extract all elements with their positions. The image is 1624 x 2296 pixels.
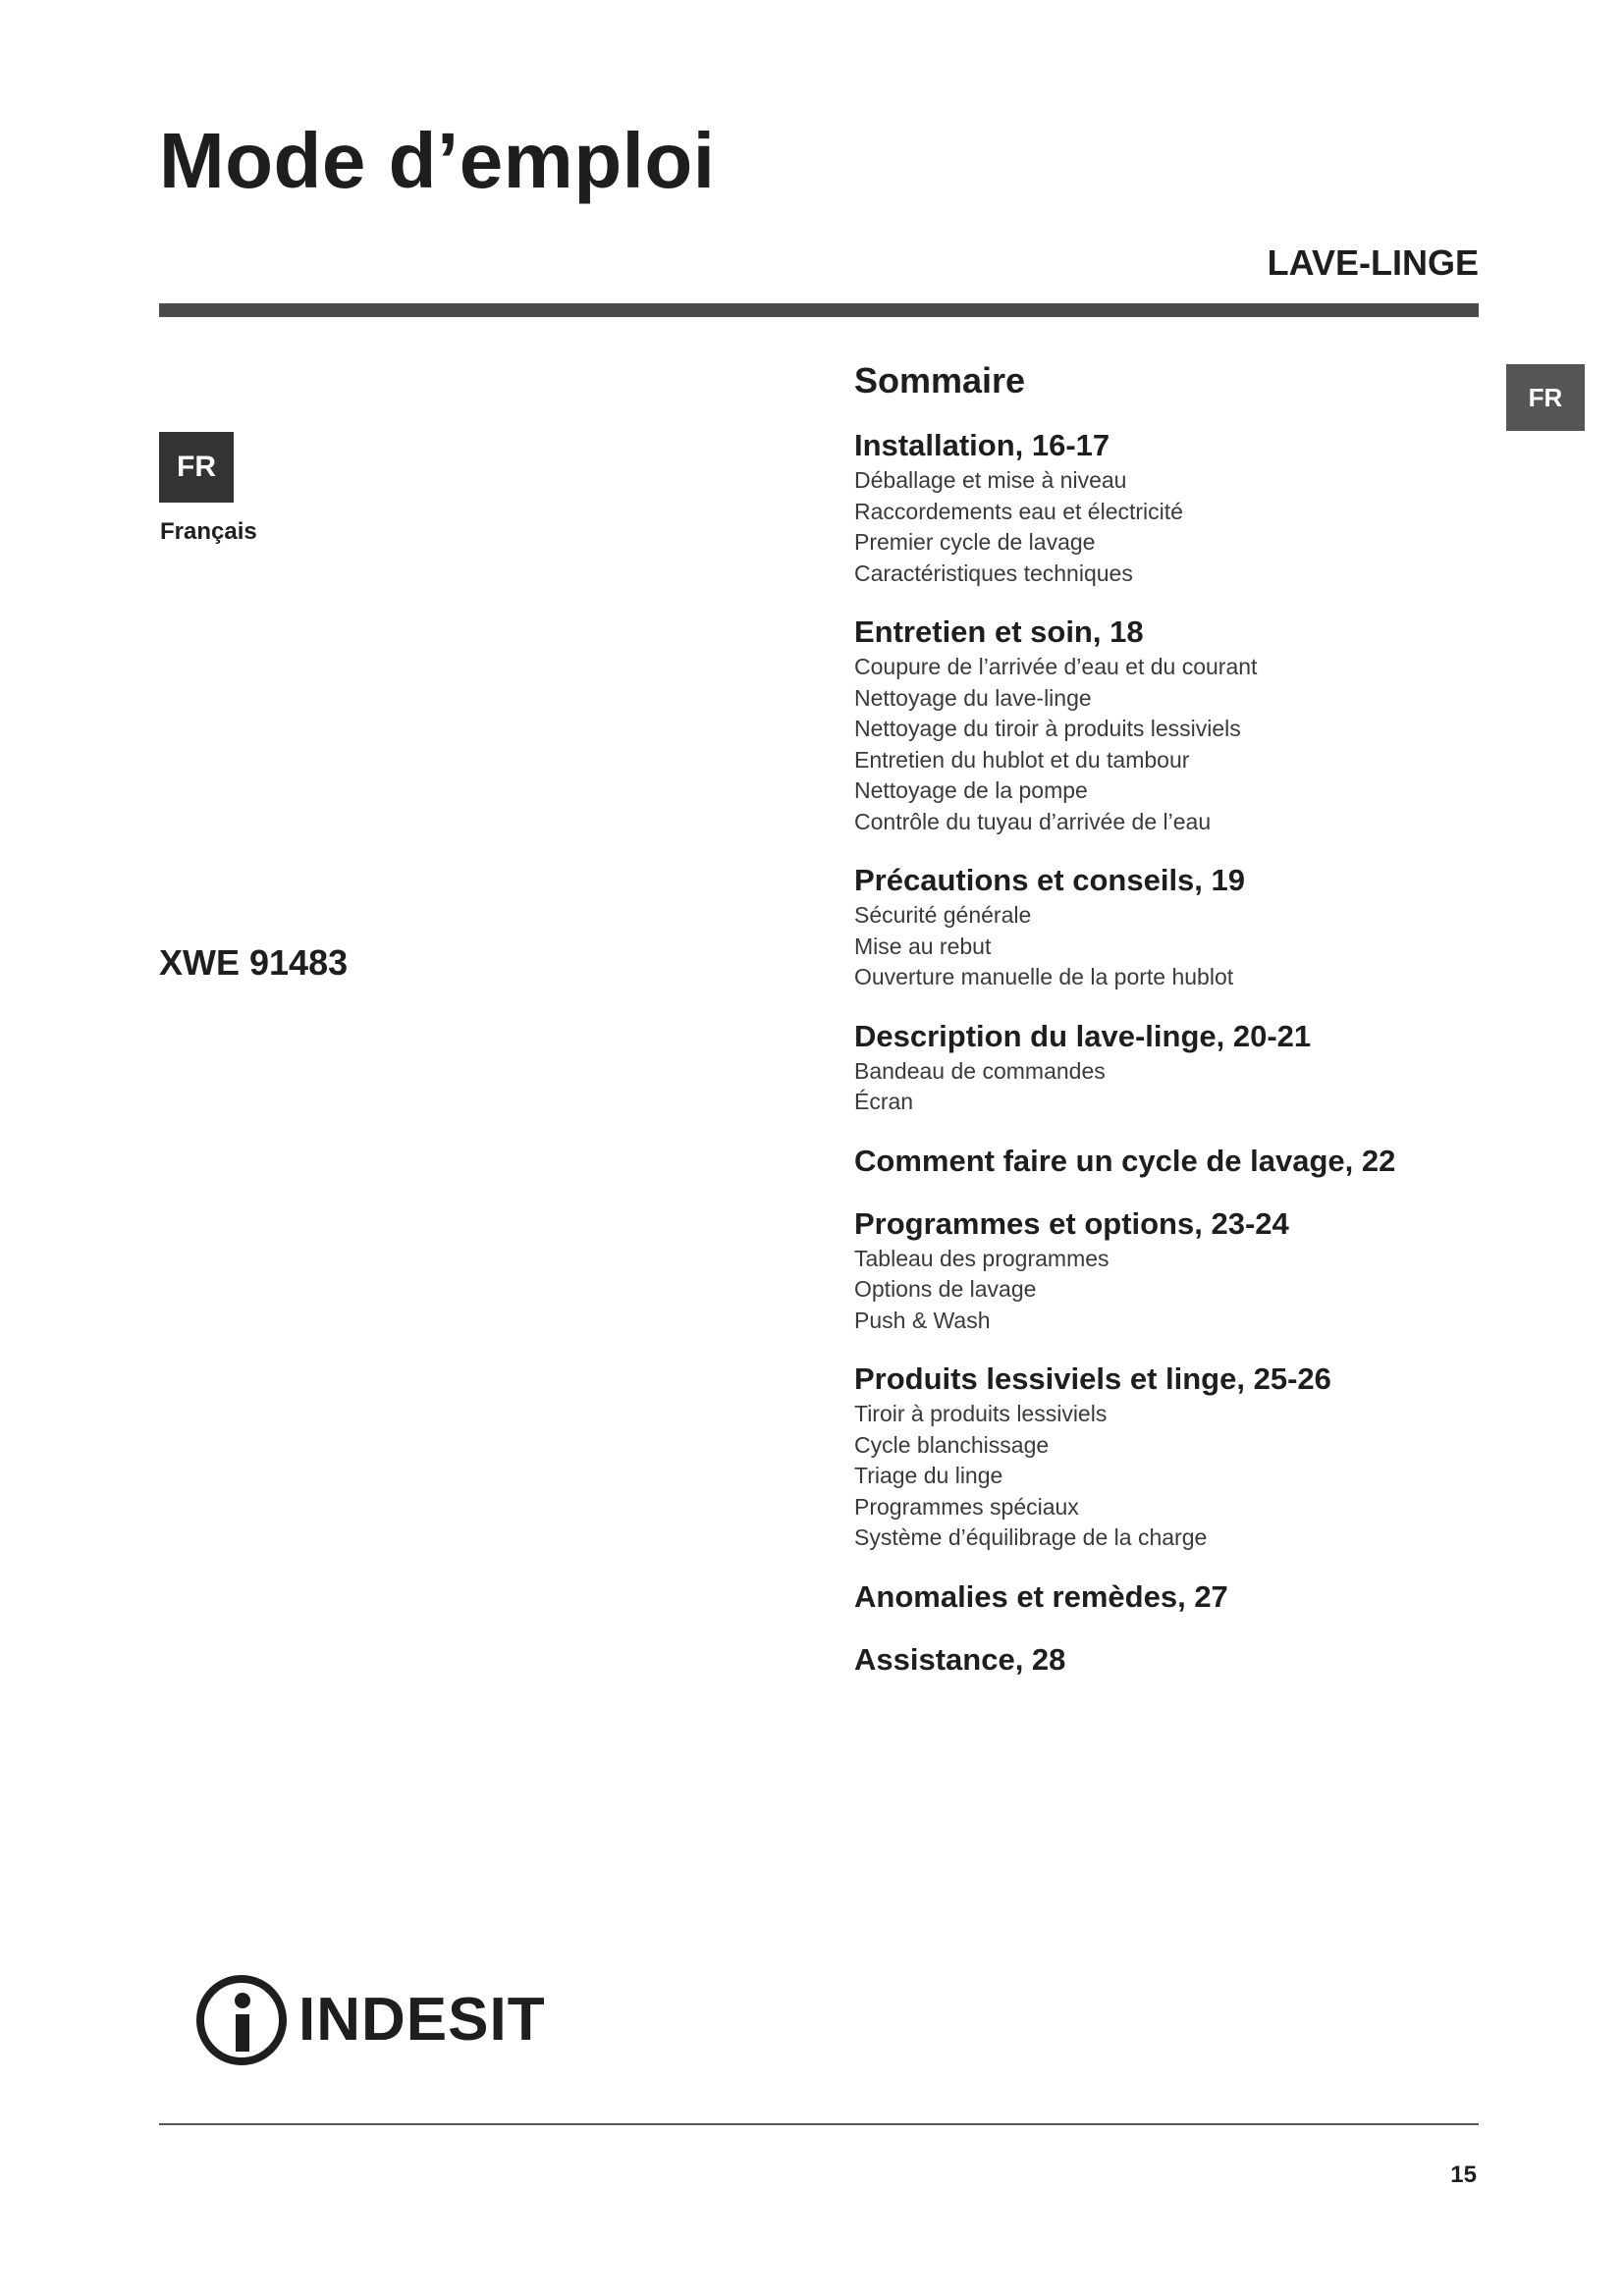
toc-section xyxy=(854,613,1483,837)
header-divider-bar xyxy=(159,303,1479,317)
toc-item: Déballage et mise à niveau xyxy=(854,467,1127,493)
toc-item: Cycle blanchissage xyxy=(854,1431,1050,1458)
toc-section xyxy=(854,861,1483,993)
toc-section xyxy=(854,426,1483,589)
toc-section xyxy=(854,1017,1483,1118)
toc-item: Ouverture manuelle de la porte hublot xyxy=(854,964,1234,989)
toc-item: Triage du linge xyxy=(854,1463,1003,1488)
toc-section-title: Assistance, 28 xyxy=(854,1641,1066,1677)
table-of-contents xyxy=(854,357,1483,1703)
toc-section-title: Description du lave-linge, 20-21 xyxy=(854,1018,1312,1053)
toc-item: Mise au rebut xyxy=(854,933,992,959)
toc-section xyxy=(854,1640,1483,1680)
toc-item: Programmes spéciaux xyxy=(854,1493,1079,1520)
toc-item: Nettoyage du lave-linge xyxy=(854,684,1092,711)
page-number: 15 xyxy=(1450,2162,1477,2188)
product-category: LAVE-LINGE xyxy=(1267,242,1479,283)
footer-divider xyxy=(159,2123,1479,2125)
toc-sections xyxy=(854,426,1483,1680)
toc-item: Coupure de l’arrivée d’eau et du courant xyxy=(854,654,1258,679)
toc-item: Système d’équilibrage de la charge xyxy=(854,1524,1208,1550)
toc-item: Entretien du hublot et du tambour xyxy=(854,746,1190,773)
language-label: Français xyxy=(160,518,257,545)
brand-name: INDESIT xyxy=(298,1986,546,2054)
toc-item: Nettoyage du tiroir à produits lessiviels xyxy=(854,716,1241,741)
toc-item: Tiroir à produits lessiviels xyxy=(854,1401,1108,1426)
toc-heading: Sommaire xyxy=(854,360,1026,400)
toc-item: Sécurité générale xyxy=(854,902,1032,928)
language-badge: FR xyxy=(159,432,234,503)
toc-item: Nettoyage de la pompe xyxy=(854,777,1088,803)
toc-section xyxy=(854,1360,1483,1554)
toc-item: Tableau des programmes xyxy=(854,1245,1110,1271)
toc-section-title: Entretien et soin, 18 xyxy=(854,614,1144,649)
model-number: XWE 91483 xyxy=(159,942,349,983)
toc-section xyxy=(854,1142,1483,1181)
toc-item: Raccordements eau et électricité xyxy=(854,498,1183,524)
toc-item: Caractéristiques techniques xyxy=(854,560,1133,586)
document-title: Mode d’emploi xyxy=(159,117,716,204)
toc-section-title: Comment faire un cycle de lavage, 22 xyxy=(854,1143,1396,1178)
toc-item: Bandeau de commandes xyxy=(854,1057,1106,1084)
toc-section xyxy=(854,1204,1483,1337)
language-side-tab: FR xyxy=(1506,364,1585,431)
toc-section-title: Programmes et options, 23-24 xyxy=(854,1205,1289,1241)
toc-section-title: Produits lessiviels et linge, 25-26 xyxy=(854,1362,1331,1396)
toc-item: Premier cycle de lavage xyxy=(854,529,1096,555)
toc-item: Options de lavage xyxy=(854,1276,1037,1302)
brand-logo xyxy=(196,1975,546,2065)
toc-section-title: Anomalies et remèdes, 27 xyxy=(854,1578,1228,1614)
toc-section-title: Précautions et conseils, 19 xyxy=(854,863,1246,897)
toc-item: Contrôle du tuyau d’arrivée de l’eau xyxy=(854,808,1212,834)
indesit-logo-icon xyxy=(196,1975,287,2065)
toc-section-title: Installation, 16-17 xyxy=(854,428,1110,462)
toc-item: Écran xyxy=(854,1089,914,1114)
toc-item: Push & Wash xyxy=(854,1307,991,1333)
toc-section xyxy=(854,1577,1483,1617)
